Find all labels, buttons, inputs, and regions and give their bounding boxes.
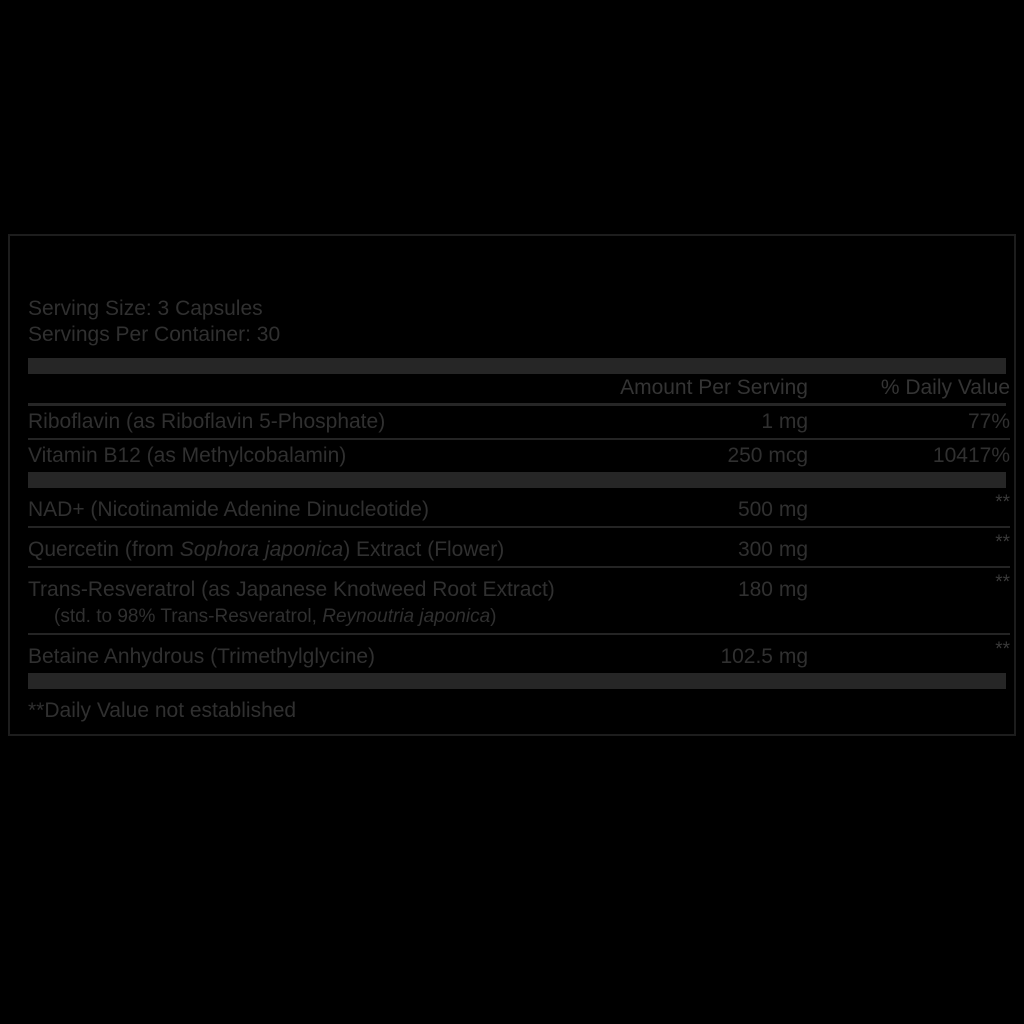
ingredient-name-pre: Quercetin (from <box>28 538 180 561</box>
ingredient-daily-value <box>812 488 1010 527</box>
dagger-symbol: ** <box>995 492 1010 513</box>
standardization-pre: (std. to 98% Trans-Resveratrol, <box>54 606 323 627</box>
nutrient-daily-value: 10417% <box>932 444 1010 467</box>
ingredient-name: NAD+ (Nicotinamide Adenine Dinucleotide) <box>28 488 548 527</box>
ingredient-standardization <box>28 606 548 634</box>
supplement-facts-panel <box>8 234 1016 736</box>
table-row <box>28 406 1010 439</box>
separator-bar-bottom <box>28 673 1006 689</box>
ingredient-amount: 102.5 mg <box>720 645 808 668</box>
ingredient-name: Betaine Anhydrous (Trimethylglycine) <box>28 645 376 668</box>
sub-amount-blank <box>548 606 812 634</box>
vitamins-table <box>28 406 1010 472</box>
ingredient-daily-value <box>812 527 1010 567</box>
standardization-post: ) <box>490 606 497 627</box>
sub-dv-blank <box>812 606 1010 634</box>
panel-content <box>28 296 1010 723</box>
ingredient-amount: 180 mg <box>737 578 808 601</box>
ingredient-amount: 300 mg <box>548 527 812 567</box>
nutrient-amount: 250 mcg <box>727 444 808 467</box>
table-row <box>28 439 1010 472</box>
separator-bar-top <box>28 358 1006 374</box>
header-percent-daily-value: % Daily Value <box>880 376 1010 399</box>
nutrient-daily-value: 77% <box>812 406 1010 439</box>
separator-bar-middle <box>28 472 1006 488</box>
table-row <box>28 488 1010 527</box>
dagger-symbol: ** <box>995 572 1010 593</box>
nutrient-name: Vitamin B12 (as Methylcobalamin) <box>28 444 347 467</box>
standardization-italic: Reynoutria japonica <box>322 606 491 627</box>
serving-size-line: Serving Size: 3 Capsules <box>28 297 263 320</box>
servings-per-container-line: Servings Per Container: 30 <box>28 323 281 346</box>
table-header-row <box>28 374 1010 403</box>
dagger-symbol: ** <box>995 639 1010 660</box>
ingredient-sub-row <box>28 606 1010 634</box>
ingredient-name-italic: Sophora japonica <box>179 538 344 561</box>
ingredient-daily-value <box>812 567 1010 606</box>
ingredient-daily-value <box>812 634 1010 673</box>
facts-table <box>28 374 1010 403</box>
ingredient-name <box>28 527 548 567</box>
table-row <box>28 634 1010 673</box>
table-row <box>28 527 1010 567</box>
header-blank <box>28 374 548 403</box>
ingredient-name-post: ) Extract (Flower) <box>343 538 505 561</box>
table-row <box>28 567 1010 606</box>
daily-value-footnote: **Daily Value not established <box>28 699 297 722</box>
nutrient-name: Riboflavin (as Riboflavin 5-Phosphate) <box>28 406 548 439</box>
ingredient-amount: 500 mg <box>548 488 812 527</box>
dagger-symbol: ** <box>995 532 1010 553</box>
header-amount-per-serving: Amount Per Serving <box>620 376 808 399</box>
ingredient-name: Trans-Resveratrol (as Japanese Knotweed Root Extract) <box>28 578 555 601</box>
nutrient-amount: 1 mg <box>548 406 812 439</box>
ingredients-table <box>28 488 1010 673</box>
